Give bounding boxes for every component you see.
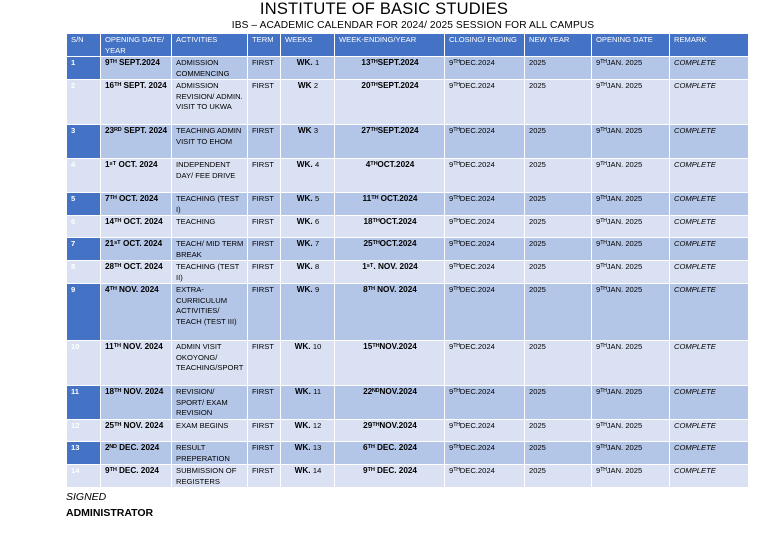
row-closing: 9ᵀᴴDEC.2024 <box>445 193 525 216</box>
table-row <box>67 465 749 488</box>
row-week <box>281 465 335 488</box>
row-remark: COMPLETE <box>670 193 749 216</box>
row-week <box>281 261 335 284</box>
row-closing: 9ᵀᴴDEC.2024 <box>445 442 525 465</box>
row-week-ending: 22ᴺᴰNOV.2024 <box>335 386 445 420</box>
header-weeks: WEEKS <box>281 34 335 57</box>
row-new-year: 2025 <box>525 284 592 341</box>
row-week-ending: 9ᵀᴴ DEC. 2024 <box>335 465 445 488</box>
row-sn: 8 <box>67 261 101 284</box>
row-closing: 9ᵀᴴDEC.2024 <box>445 125 525 159</box>
row-term: FIRST <box>248 341 281 386</box>
week-number: 4 <box>314 160 320 169</box>
week-number: 7 <box>314 239 320 248</box>
row-week-ending: 6ᵀᴴ DEC. 2024 <box>335 442 445 465</box>
row-week-ending: 1ˢᵀ. NOV. 2024 <box>335 261 445 284</box>
row-closing: 9ᵀᴴDEC.2024 <box>445 465 525 488</box>
week-label: WK. <box>296 58 313 67</box>
row-opening-date-2: 9ᵀᴴJAN. 2025 <box>592 80 670 125</box>
row-closing: 9ᵀᴴDEC.2024 <box>445 284 525 341</box>
row-remark: COMPLETE <box>670 159 749 193</box>
row-new-year: 2025 <box>525 442 592 465</box>
week-label: WK. <box>296 262 313 271</box>
week-label: WK. <box>294 443 311 452</box>
header-week-ending: WEEK-ENDING/YEAR <box>335 34 445 57</box>
row-week <box>281 420 335 442</box>
row-sn: 13 <box>67 442 101 465</box>
row-opening-date: 23ᴿᴰ SEPT. 2024 <box>101 125 172 159</box>
row-remark: COMPLETE <box>670 420 749 442</box>
table-row <box>67 57 749 80</box>
row-remark: COMPLETE <box>670 57 749 80</box>
row-week <box>281 159 335 193</box>
row-activity: TEACH/ MID TERM BREAK <box>172 238 248 261</box>
row-opening-date-2: 9ᵀᴴJAN. 2025 <box>592 284 670 341</box>
row-new-year: 2025 <box>525 420 592 442</box>
header-closing: CLOSING/ ENDING <box>445 34 525 57</box>
header-opening-date-2: OPENING DATE <box>592 34 670 57</box>
row-opening-date-2: 9ᵀᴴJAN. 2025 <box>592 420 670 442</box>
row-week <box>281 238 335 261</box>
week-label: WK <box>297 81 312 90</box>
row-opening-date: 9ᵀᴴ DEC. 2024 <box>101 465 172 488</box>
row-opening-date: 4ᵀᴴ NOV. 2024 <box>101 284 172 341</box>
row-opening-date: 18ᵀᴴ NOV. 2024 <box>101 386 172 420</box>
row-week <box>281 216 335 238</box>
row-opening-date-2: 9ᵀᴴJAN. 2025 <box>592 465 670 488</box>
header-remark: REMARK <box>670 34 749 57</box>
row-closing: 9ᵀᴴDEC.2024 <box>445 159 525 193</box>
table-row <box>67 80 749 125</box>
row-opening-date: 16ᵀᴴ SEPT. 2024 <box>101 80 172 125</box>
header-opening-date: OPENING DATE/ YEAR <box>101 34 172 57</box>
week-number: 11 <box>313 387 322 396</box>
administrator-label: ADMINISTRATOR <box>66 507 154 519</box>
row-activity: RESULT PREPERATION <box>172 442 248 465</box>
row-activity: INDEPENDENT DAY/ FEE DRIVE <box>172 159 248 193</box>
signed-label: SIGNED <box>66 491 107 503</box>
table-row <box>67 216 749 238</box>
row-closing: 9ᵀᴴDEC.2024 <box>445 80 525 125</box>
week-number: 3 <box>313 126 319 135</box>
week-number: 8 <box>314 262 320 271</box>
row-opening-date: 2ᴺᴰ DEC. 2024 <box>101 442 172 465</box>
table-row <box>67 341 749 386</box>
week-number: 12 <box>312 421 322 430</box>
row-activity: ADMISSION COMMENCING <box>172 57 248 80</box>
row-sn: 7 <box>67 238 101 261</box>
week-label: WK. <box>294 342 311 351</box>
row-opening-date-2: 9ᵀᴴJAN. 2025 <box>592 193 670 216</box>
row-week <box>281 125 335 159</box>
row-closing: 9ᵀᴴDEC.2024 <box>445 261 525 284</box>
row-term: FIRST <box>248 57 281 80</box>
row-activity: TEACHING (TEST II) <box>172 261 248 284</box>
row-opening-date: 9ᵀᴴ SEPT.2024 <box>101 57 172 80</box>
row-week-ending: 29ᵀᴴNOV.2024 <box>335 420 445 442</box>
row-opening-date-2: 9ᵀᴴJAN. 2025 <box>592 442 670 465</box>
row-new-year: 2025 <box>525 465 592 488</box>
row-week <box>281 386 335 420</box>
row-closing: 9ᵀᴴDEC.2024 <box>445 420 525 442</box>
week-label: WK. <box>296 239 313 248</box>
table-row <box>67 420 749 442</box>
row-remark: COMPLETE <box>670 80 749 125</box>
row-opening-date: 14ᵀᴴ OCT. 2024 <box>101 216 172 238</box>
row-closing: 9ᵀᴴDEC.2024 <box>445 216 525 238</box>
row-remark: COMPLETE <box>670 386 749 420</box>
table-row <box>67 159 749 193</box>
row-sn: 14 <box>67 465 101 488</box>
row-opening-date-2: 9ᵀᴴJAN. 2025 <box>592 57 670 80</box>
row-sn: 1 <box>67 57 101 80</box>
row-sn: 12 <box>67 420 101 442</box>
row-week-ending: 8ᵀᴴ NOV. 2024 <box>335 284 445 341</box>
row-term: FIRST <box>248 80 281 125</box>
row-opening-date-2: 9ᵀᴴJAN. 2025 <box>592 125 670 159</box>
week-number: 10 <box>312 342 322 351</box>
row-activity: SUBMISSION OF REGISTERS <box>172 465 248 488</box>
row-opening-date-2: 9ᵀᴴJAN. 2025 <box>592 341 670 386</box>
row-week-ending: 18ᵀᴴOCT.2024 <box>335 216 445 238</box>
table-row <box>67 442 749 465</box>
row-opening-date: 7ᵀᴴ OCT. 2024 <box>101 193 172 216</box>
week-number: 9 <box>314 285 320 294</box>
table-row <box>67 261 749 284</box>
header-sn: S/N <box>67 34 101 57</box>
row-new-year: 2025 <box>525 216 592 238</box>
row-opening-date-2: 9ᵀᴴJAN. 2025 <box>592 261 670 284</box>
table-row <box>67 238 749 261</box>
row-term: FIRST <box>248 386 281 420</box>
week-label: WK. <box>296 160 313 169</box>
row-activity: EXTRA-CURRICULUM ACTIVITIES/ TEACH (TEST III) <box>172 284 248 341</box>
row-closing: 9ᵀᴴDEC.2024 <box>445 341 525 386</box>
week-number: 5 <box>314 194 320 203</box>
row-opening-date-2: 9ᵀᴴJAN. 2025 <box>592 216 670 238</box>
row-sn: 4 <box>67 159 101 193</box>
header-activities: ACTIVITIES <box>172 34 248 57</box>
row-term: FIRST <box>248 465 281 488</box>
week-label: WK. <box>296 194 313 203</box>
week-number: 1 <box>314 58 320 67</box>
week-number: 14 <box>312 466 322 475</box>
row-new-year: 2025 <box>525 193 592 216</box>
row-week <box>281 80 335 125</box>
row-closing: 9ᵀᴴDEC.2024 <box>445 386 525 420</box>
row-new-year: 2025 <box>525 57 592 80</box>
table-row <box>67 386 749 420</box>
row-week-ending: 15ᵀᴴNOV.2024 <box>335 341 445 386</box>
week-label: WK. <box>294 466 311 475</box>
row-sn: 6 <box>67 216 101 238</box>
row-remark: COMPLETE <box>670 341 749 386</box>
week-label: WK. <box>294 421 311 430</box>
row-closing: 9ᵀᴴDEC.2024 <box>445 238 525 261</box>
row-opening-date: 21ˢᵀ OCT. 2024 <box>101 238 172 261</box>
week-number: 13 <box>312 443 322 452</box>
header-term: TERM <box>248 34 281 57</box>
row-remark: COMPLETE <box>670 442 749 465</box>
week-label: WK. <box>294 387 311 396</box>
row-new-year: 2025 <box>525 238 592 261</box>
row-week-ending: 27ᵀᴴSEPT.2024 <box>335 125 445 159</box>
row-term: FIRST <box>248 420 281 442</box>
row-activity: TEACHING ADMIN VISIT TO EHOM <box>172 125 248 159</box>
table-row <box>67 284 749 341</box>
row-activity: TEACHING <box>172 216 248 238</box>
row-activity: EXAM BEGINS <box>172 420 248 442</box>
week-label: WK <box>297 126 312 135</box>
row-term: FIRST <box>248 125 281 159</box>
row-week-ending: 25ᵀᴴOCT.2024 <box>335 238 445 261</box>
row-week-ending: 13ᵀᴴSEPT.2024 <box>335 57 445 80</box>
row-week-ending: 20ᵀᴴSEPT.2024 <box>335 80 445 125</box>
row-week-ending: 11ᵀᴴ OCT.2024 <box>335 193 445 216</box>
table-row <box>67 125 749 159</box>
row-week <box>281 284 335 341</box>
row-sn: 10 <box>67 341 101 386</box>
row-sn: 11 <box>67 386 101 420</box>
row-new-year: 2025 <box>525 341 592 386</box>
row-sn: 2 <box>67 80 101 125</box>
row-term: FIRST <box>248 442 281 465</box>
row-sn: 5 <box>67 193 101 216</box>
row-opening-date: 1ˢᵀ OCT. 2024 <box>101 159 172 193</box>
week-label: WK. <box>296 285 313 294</box>
row-week <box>281 193 335 216</box>
row-new-year: 2025 <box>525 159 592 193</box>
table-header-row <box>67 34 749 57</box>
document-title: INSTITUTE OF BASIC STUDIES <box>259 0 509 18</box>
row-sn: 3 <box>67 125 101 159</box>
row-term: FIRST <box>248 193 281 216</box>
row-sn: 9 <box>67 284 101 341</box>
row-activity: REVISION/ SPORT/ EXAM REVISION <box>172 386 248 420</box>
row-week-ending: 4ᵀᴴOCT.2024 <box>335 159 445 193</box>
row-week <box>281 442 335 465</box>
row-term: FIRST <box>248 261 281 284</box>
calendar-table <box>66 33 749 488</box>
row-opening-date-2: 9ᵀᴴJAN. 2025 <box>592 386 670 420</box>
header-new-year: NEW YEAR <box>525 34 592 57</box>
row-new-year: 2025 <box>525 80 592 125</box>
week-number: 6 <box>314 217 320 226</box>
row-activity: ADMIN VISIT OKOYONG/ TEACHING/SPORT <box>172 341 248 386</box>
row-opening-date-2: 9ᵀᴴJAN. 2025 <box>592 159 670 193</box>
week-number: 2 <box>313 81 319 90</box>
table-row <box>67 193 749 216</box>
row-remark: COMPLETE <box>670 261 749 284</box>
row-remark: COMPLETE <box>670 216 749 238</box>
row-opening-date: 28ᵀᴴ OCT. 2024 <box>101 261 172 284</box>
row-activity: ADMISSION REVISION/ ADMIN. VISIT TO UKWA <box>172 80 248 125</box>
row-remark: COMPLETE <box>670 238 749 261</box>
row-term: FIRST <box>248 238 281 261</box>
week-label: WK. <box>296 217 313 226</box>
row-opening-date-2: 9ᵀᴴJAN. 2025 <box>592 238 670 261</box>
row-remark: COMPLETE <box>670 284 749 341</box>
row-opening-date: 11ᵀᴴ NOV. 2024 <box>101 341 172 386</box>
row-new-year: 2025 <box>525 125 592 159</box>
row-term: FIRST <box>248 284 281 341</box>
row-remark: COMPLETE <box>670 465 749 488</box>
row-opening-date: 25ᵀᴴ NOV. 2024 <box>101 420 172 442</box>
document-subtitle: IBS – ACADEMIC CALENDAR FOR 2024/ 2025 SESSION FOR ALL CAMPUS <box>231 20 595 31</box>
row-new-year: 2025 <box>525 261 592 284</box>
row-week <box>281 341 335 386</box>
row-closing: 9ᵀᴴDEC.2024 <box>445 57 525 80</box>
row-remark: COMPLETE <box>670 125 749 159</box>
row-new-year: 2025 <box>525 386 592 420</box>
row-activity: TEACHING (TEST I) <box>172 193 248 216</box>
row-week <box>281 57 335 80</box>
row-term: FIRST <box>248 159 281 193</box>
row-term: FIRST <box>248 216 281 238</box>
